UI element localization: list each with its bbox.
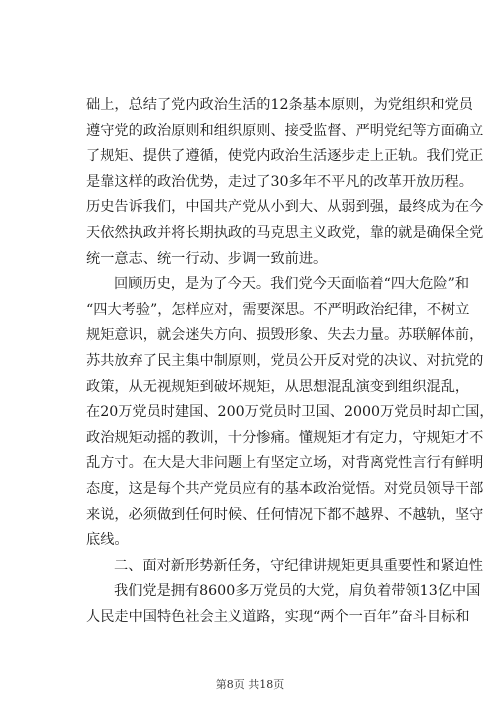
text-line: 乱方寸。在大是大非问题上有坚定立场，对背离党性言行有鲜明 [86,455,484,472]
text-line: 来说，必须做到任何时候、任何情况下都不越界、不越轨，坚守 [86,506,484,523]
text-line: 二、面对新形势新任务，守纪律讲规矩更具重要性和紧迫性 [114,557,483,574]
text-line: 础上，总结了党内政治生活的12条基本原则，为党组织和党员 [86,97,473,113]
text-line: 历史告诉我们，中国共产党从小到大、从弱到强，最终成为在今 [86,199,484,216]
text-line: 天依然执政并将长期执政的马克思主义政党，靠的就是确保全党 [86,224,484,241]
text-line: 遵守党的政治原则和组织原则、接受监督、严明党纪等方面确立 [86,122,484,139]
text-line: 规矩意识，就会迷失方向、损毁形象、失去力量。苏联解体前， [86,327,484,344]
text-line: 政策，从无视规矩到破坏规矩，从思想混乱演变到组织混乱， [86,378,470,395]
body-text [86,93,494,630]
text-line: 底线。 [86,532,129,549]
text-line: 在20万党员时建国、200万党员时卫国、2000万党员时却亡国， [86,404,494,421]
text-line: “四大考验”，怎样应对，需要深思。不严明政治纪律，不树立 [86,301,470,318]
text-line: 回顾历史，是为了今天。我们党今天面临着“四大危险”和 [114,276,470,293]
text-line: 态度，这是每个共产党员应有的基本政治觉悟。对党员领导干部 [86,480,484,497]
text-line: 政治规矩动摇的教训，十分惨痛。懂规矩才有定力，守规矩才不 [86,429,484,446]
page-footer: 第8页 共18页 [215,678,285,691]
text-line: 是靠这样的政治优势，走过了30多年不平凡的改革开放历程。 [86,173,473,190]
text-line: 人民走中国特色社会主义道路，实现“两个一百年”奋斗目标和 [86,608,470,625]
text-line: 了规矩、提供了遵循，使党内政治生活逐步走上正轨。我们党正 [86,148,484,165]
text-line: 统一意志、统一行动、步调一致前进。 [86,250,328,267]
text-line: 我们党是拥有8600多万党员的大党，肩负着带领13亿中国 [114,583,481,600]
text-line: 苏共放弃了民主集中制原则，党员公开反对党的决议、对抗党的 [86,352,484,369]
